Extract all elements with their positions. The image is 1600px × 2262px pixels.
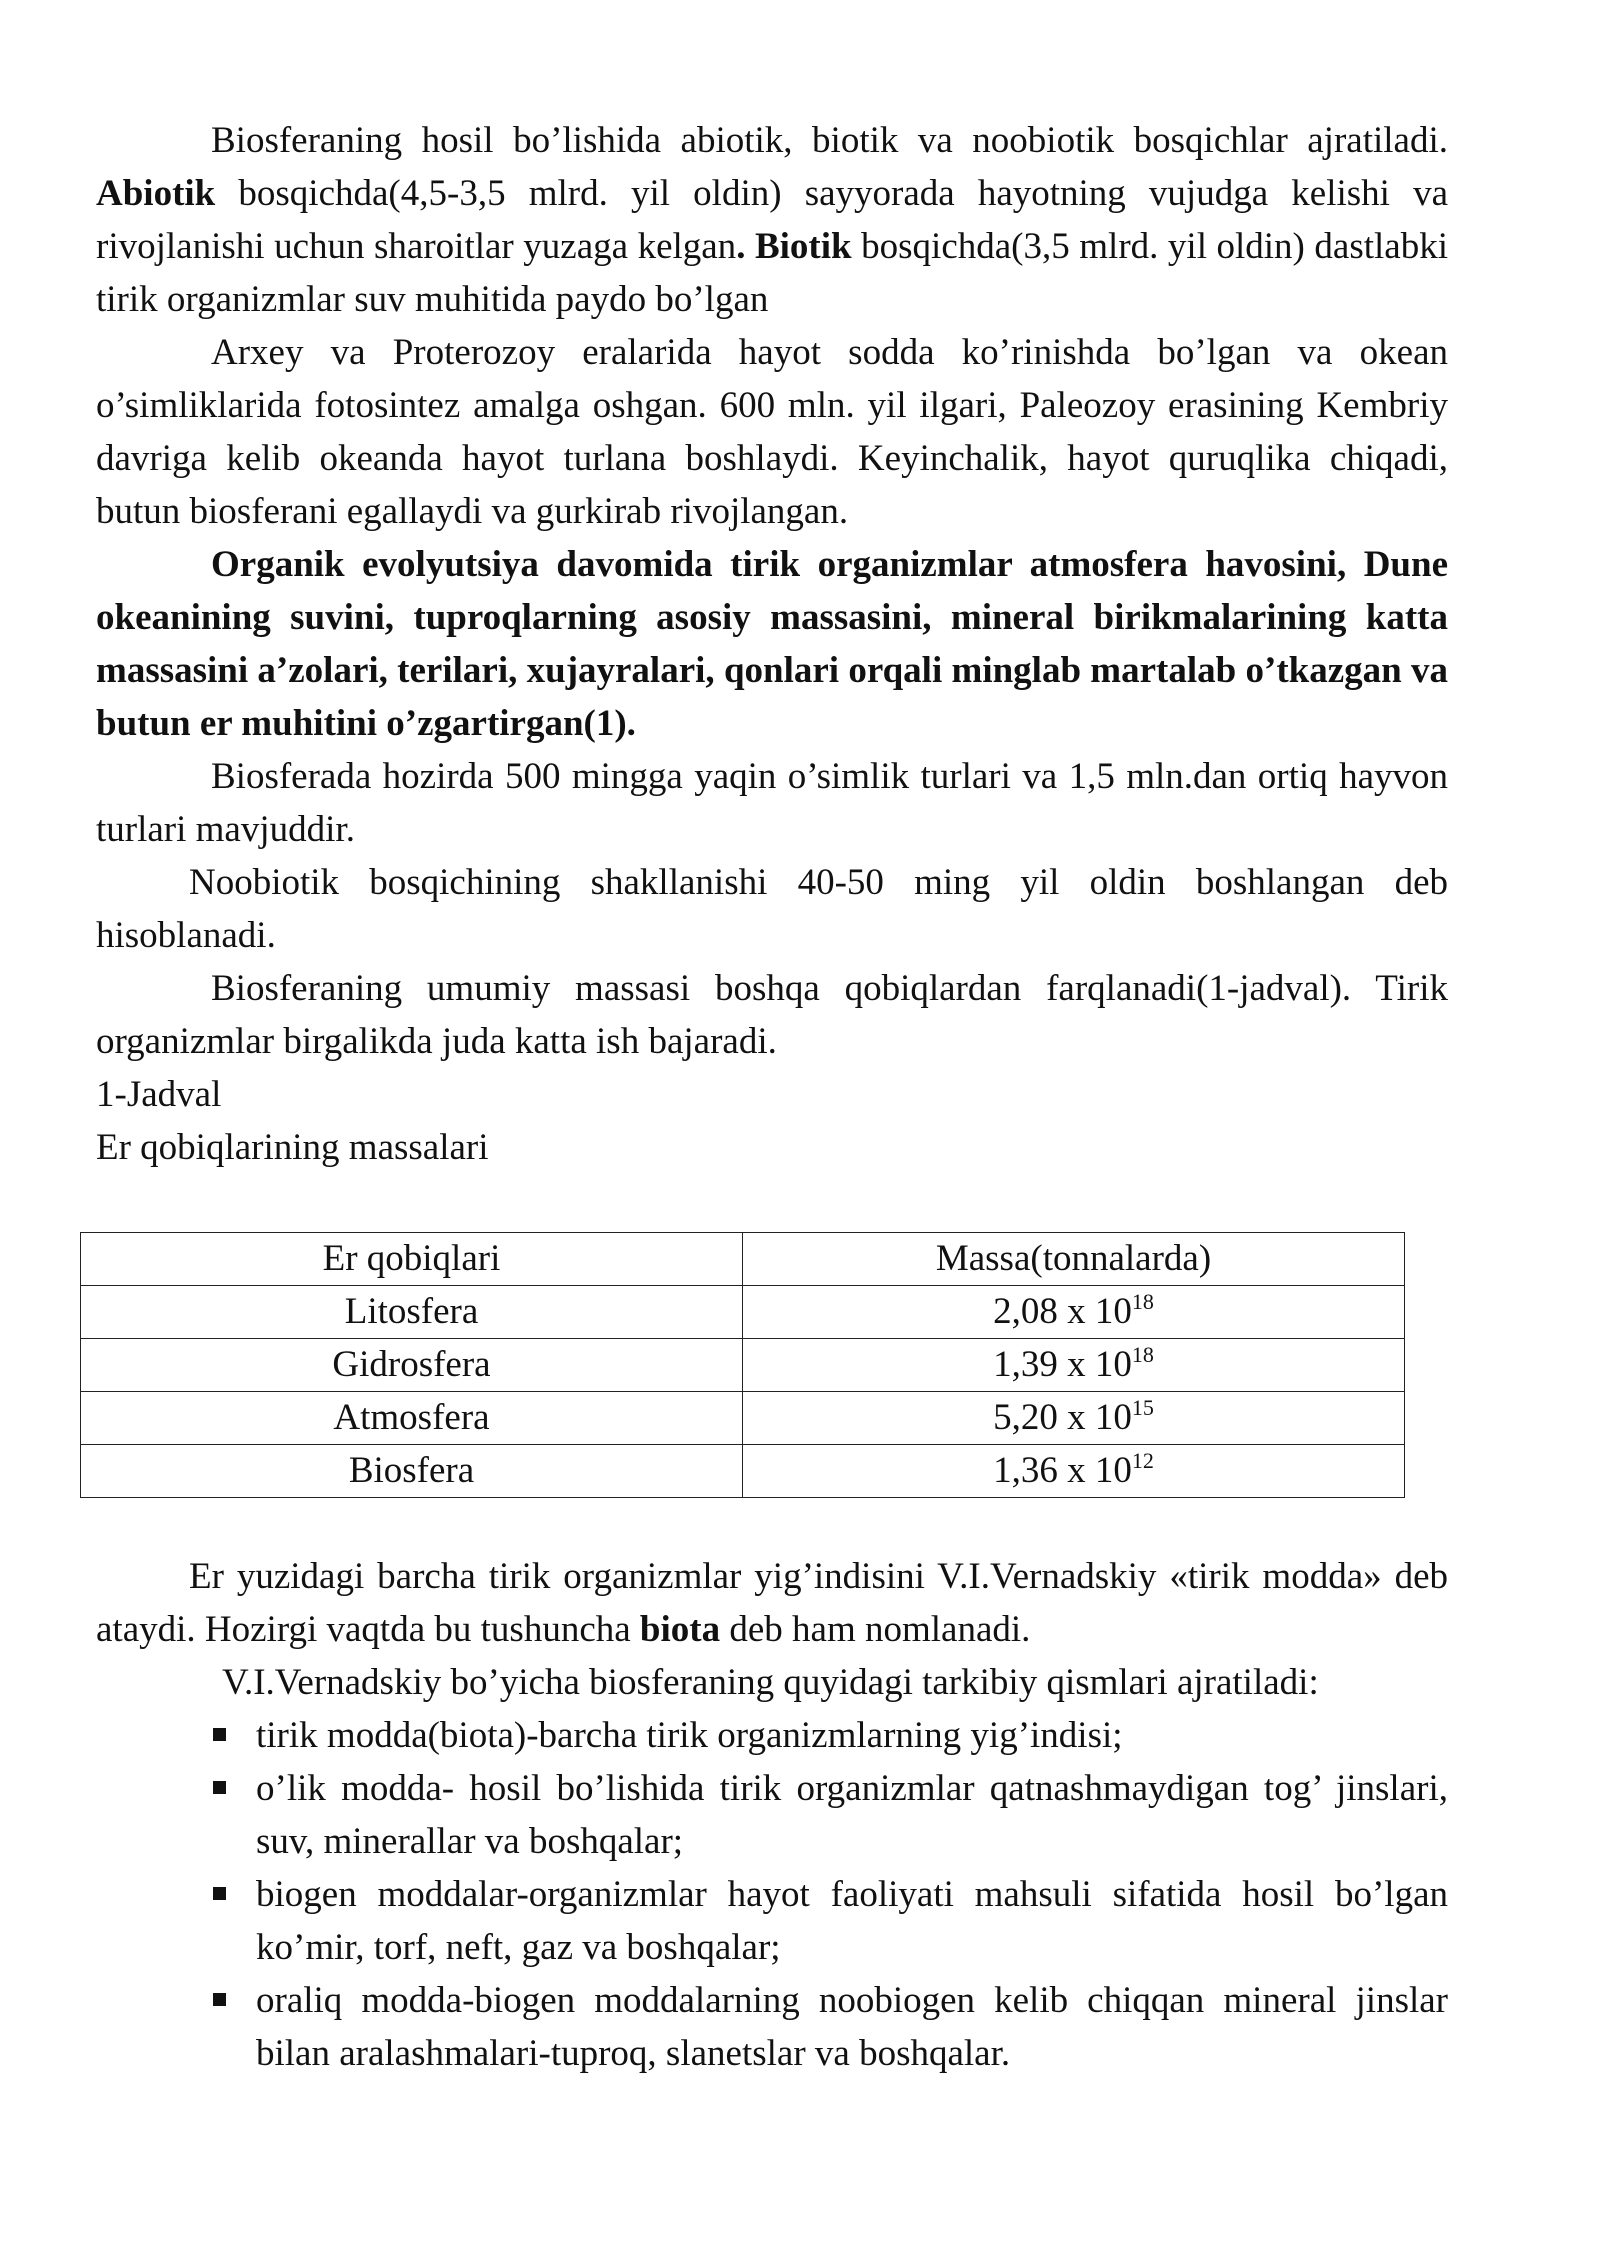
table-row [81,1286,1405,1339]
paragraph-mass: Biosferaning umumiy massasi boshqa qobiqlardan farqlanadi(1-jadval). Tirik organizmlar birgalikda juda katta ish bajaradi. [96,968,1448,1062]
list-item-text: biogen moddalar-organizmlar hayot faoliyati mahsuli sifatida hosil bo’lgan ko’mir, torf, neft, gaz va boshqalar; [256,1874,1448,1968]
shell-name: Gidrosfera [81,1339,743,1392]
term-abiotik: Abiotik [96,173,216,214]
mass-mantissa: 1,36 x 10 [993,1450,1132,1491]
table-header-row [81,1233,1405,1286]
shell-name: Litosfera [81,1286,743,1339]
paragraph-evolution-bold [96,538,1448,750]
table-title: Er qobiqlarining massalari [96,1127,489,1168]
square-bullet-icon [213,1887,226,1900]
list-item [96,1868,1448,1974]
mass-exponent: 18 [1131,1289,1154,1314]
mass-exponent: 18 [1131,1342,1154,1367]
square-bullet-icon [213,1993,226,2006]
mass-mantissa: 1,39 x 10 [993,1344,1132,1385]
mass-mantissa: 5,20 x 10 [993,1397,1132,1438]
list-item-text: tirik modda(biota)-barcha tirik organizmlarning yig’indisi; [256,1715,1123,1756]
shell-name: Atmosfera [81,1392,743,1445]
table-row [81,1339,1405,1392]
header-shells: Er qobiqlari [81,1233,743,1286]
components-list [96,1709,1448,2080]
mass-exponent: 15 [1131,1395,1154,1420]
square-bullet-icon [213,1728,226,1741]
paragraph-text: Er yuzidagi barcha tirik organizmlar yig’indisini V.I.Vernadskiy «tirik modda» deb ataydi. Hozirgi vaqtda bu tushuncha [96,1556,1448,1650]
list-item-text: o’lik modda- hosil bo’lishida tirik organizmlar qatnashmaydigan tog’ jinslari, suv, minerallar va boshqalar; [256,1768,1448,1862]
paragraph-stages [96,114,1448,326]
table-number: 1-Jadval [96,1074,222,1115]
paragraph-text: bosqichda(4,5-3,5 mlrd. yil oldin) sayyorada hayotning vujudga kelishi va rivojlanishi uchun sharoitlar yuzaga kelgan [96,173,1448,267]
term-biotik: . Biotik [736,226,852,267]
bold-statement: Organik evolyutsiya davomida tirik organizmlar atmosfera havosini, Dune okeanining suvini, tuproqlarning asosiy massasini, mineral birikmalarining katta massasini a’zolari, terilari, xujayralari, qonlari orqali minglab martalab o’tkazgan va butun er muhitini o’zgartirgan(1). [96,544,1448,744]
square-bullet-icon [213,1781,226,1794]
shell-mass [743,1392,1405,1445]
shell-mass [743,1445,1405,1498]
document-body [96,114,1448,1174]
shell-mass [743,1286,1405,1339]
paragraph-text: Biosferaning hosil bo’lishida abiotik, biotik va noobiotik bosqichlar ajratiladi. [211,120,1448,161]
list-item [96,1974,1448,2080]
shell-name: Biosfera [81,1445,743,1498]
list-item [96,1709,1448,1762]
paragraph-text: bosqichda(3,5 mlrd. yil oldin) dastlabki tirik organizmlar suv muhitida paydo bo’lgan [96,226,1448,320]
table-row [81,1445,1405,1498]
paragraph-species: Biosferada hozirda 500 mingga yaqin o’simlik turlari va 1,5 mln.dan ortiq hayvon turlari mavjuddir. [96,756,1448,850]
paragraph-components-intro: V.I.Vernadskiy bo’yicha biosferaning quyidagi tarkibiy qismlari ajratiladi: [222,1662,1319,1703]
term-biota: biota [639,1609,721,1650]
header-mass: Massa(tonnalarda) [743,1233,1405,1286]
list-item [96,1762,1448,1868]
mass-mantissa: 2,08 x 10 [993,1291,1132,1332]
paragraph-text: deb ham nomlanadi. [720,1609,1031,1650]
table-row [81,1392,1405,1445]
list-item-text: oraliq modda-biogen moddalarning noobiogen kelib chiqqan mineral jinslar bilan aralashmalari-tuproq, slanetslar va boshqalar. [256,1980,1448,2074]
document-body-lower [96,1550,1448,2080]
shell-mass [743,1339,1405,1392]
mass-exponent: 12 [1131,1448,1154,1473]
paragraph-noobiotic: Noobiotik bosqichining shakllanishi 40-50 ming yil oldin boshlangan deb hisoblanadi. [96,862,1448,956]
mass-table [80,1232,1405,1498]
paragraph-eras: Arxey va Proterozoy eralarida hayot sodda ko’rinishda bo’lgan va okean o’simliklarida fotosintez amalga oshgan. 600 mln. yil ilgari, Paleozoy erasining Kembriy davriga kelib okeanda hayot turlana boshlaydi. Keyinchalik, hayot quruqlika chiqadi, butun biosferani egallaydi va gurkirab rivojlangan. [96,332,1448,532]
paragraph-vernadsky [96,1550,1448,1656]
